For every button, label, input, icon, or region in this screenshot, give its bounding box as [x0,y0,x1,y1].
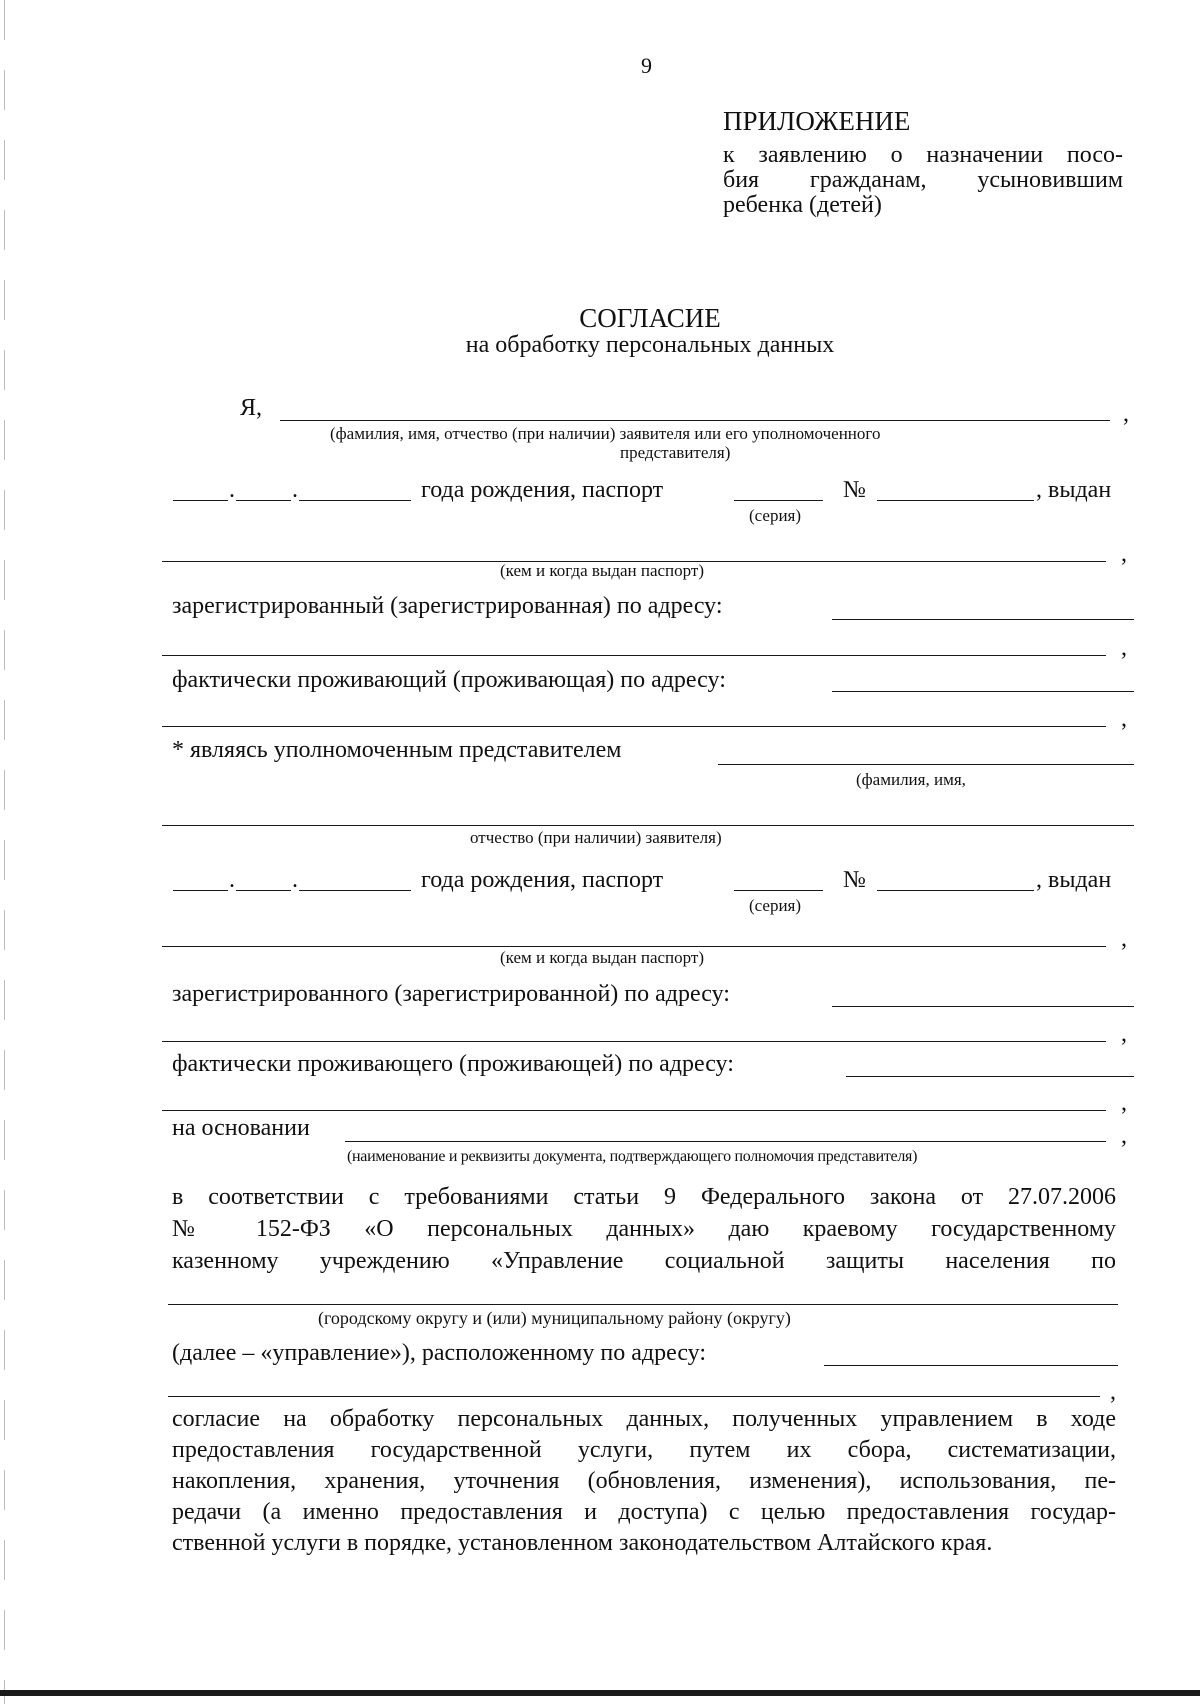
actual-address-line[interactable] [832,691,1134,692]
series-caption: (серия) [749,896,802,915]
issued-label: , выдан [1036,867,1112,893]
comma: , [1121,706,1127,732]
rep-registered-address-line[interactable] [832,1006,1134,1007]
rep-registered-address-line-2[interactable] [162,1041,1106,1042]
issued-by-caption: (кем и когда выдан паспорт) [500,561,705,580]
rep-actual-address-line-2[interactable] [162,1110,1106,1111]
issued-by-line[interactable] [162,946,1106,947]
number-sign: № [843,867,866,893]
basis-caption: (наименование и реквизиты документа, подтверждающего полномочия представителя) [347,1148,918,1165]
scan-edge [4,0,5,1704]
fio-field-line[interactable] [280,420,1110,421]
page-number: 9 [641,53,652,78]
issued-label: , выдан [1036,477,1112,503]
representative-fio-caption-cont: отчество (при наличии) заявителя) [470,828,722,847]
passport-number-line[interactable] [877,890,1034,891]
consent-line-1: согласие на обработку персональных данных, полученных управлением в ходе [172,1406,1116,1432]
representative-fio-line-2[interactable] [162,825,1134,826]
comma: , [1121,541,1127,567]
birth-day-line[interactable] [173,890,228,891]
agency-address-line-2[interactable] [168,1396,1100,1397]
date-dot: . [292,477,298,503]
consent-title: СОГЛАСИЕ [579,303,721,333]
registered-address-label: зарегистрированный (зарегистрированная) по адресу: [172,593,723,619]
comma: , [1121,926,1127,952]
district-caption: (городскому округу и (или) муниципальному району (округу) [318,1308,791,1328]
date-dot: . [292,867,298,893]
appendix-line-3: ребенка (детей) [723,192,882,218]
agency-address-label: (далее – «управление»), расположенному по адресу: [172,1340,707,1366]
passport-number-line[interactable] [877,500,1034,501]
rep-actual-address-line[interactable] [846,1076,1134,1077]
basis-label: на основании [172,1115,310,1141]
birth-year-line[interactable] [299,500,411,501]
rep-actual-address-label: фактически проживающего (проживающей) по адресу: [172,1051,734,1077]
consent-subtitle: на обработку персональных данных [465,332,835,358]
date-dot: . [229,477,235,503]
number-sign: № [843,477,866,503]
representative-fio-line[interactable] [718,764,1134,765]
comma: , [1110,1379,1116,1405]
appendix-title: ПРИЛОЖЕНИЕ [723,106,911,136]
birth-day-line[interactable] [173,500,228,501]
fio-caption: (фамилия, имя, отчество (при наличии) заявителя или его уполномоченного [330,424,881,443]
comma: , [1121,1123,1127,1149]
body-line-2: № 152-ФЗ «О персональных данных» даю краевому государственному [172,1216,1116,1242]
comma: , [1121,635,1127,661]
consent-line-2: предоставления государственной услуги, путем их сбора, систематизации, [172,1437,1116,1463]
district-line[interactable] [168,1304,1118,1305]
passport-series-line[interactable] [734,890,823,891]
representative-label: * являясь уполномоченным представителем [172,737,622,763]
comma: , [1121,1021,1127,1047]
consent-line-5: ственной услуги в порядке, установленном законодательством Алтайского края. [172,1530,993,1556]
agency-address-line[interactable] [824,1365,1118,1366]
birth-year-line[interactable] [299,890,411,891]
series-caption: (серия) [749,506,802,525]
registered-address-line-2[interactable] [162,655,1106,656]
birth-passport-label: года рождения, паспорт [421,477,664,503]
registered-address-line[interactable] [832,619,1134,620]
basis-line[interactable] [345,1141,1106,1142]
consent-line-3: накопления, хранения, уточнения (обновления, изменения), использования, пе- [172,1468,1116,1494]
appendix-line-2: бия гражданам, усыновившим [723,167,1123,193]
body-line-1: в соответствии с требованиями статьи 9 Федерального закона от 27.07.2006 [172,1184,1116,1210]
birth-passport-label: года рождения, паспорт [421,867,664,893]
comma: , [1123,401,1129,427]
representative-fio-caption: (фамилия, имя, [856,770,966,789]
rep-registered-address-label: зарегистрированного (зарегистрированной) по адресу: [172,981,730,1007]
appendix-line-1: к заявлению о назначении посо- [723,142,1123,168]
consent-line-4: редачи (а именно предоставления и доступа) с целью предоставления государ- [172,1499,1116,1525]
passport-series-line[interactable] [734,500,823,501]
issued-by-caption: (кем и когда выдан паспорт) [500,948,705,967]
body-line-3: казенному учреждению «Управление социальной защиты населения по [172,1248,1116,1274]
comma: , [1121,1090,1127,1116]
birth-month-line[interactable] [236,890,291,891]
fio-caption-cont: представителя) [620,443,731,462]
i-label: Я, [240,395,263,421]
birth-month-line[interactable] [236,500,291,501]
page-bottom-border [0,1690,1200,1696]
actual-address-label: фактически проживающий (проживающая) по адресу: [172,667,726,693]
actual-address-line-2[interactable] [162,726,1106,727]
date-dot: . [229,867,235,893]
